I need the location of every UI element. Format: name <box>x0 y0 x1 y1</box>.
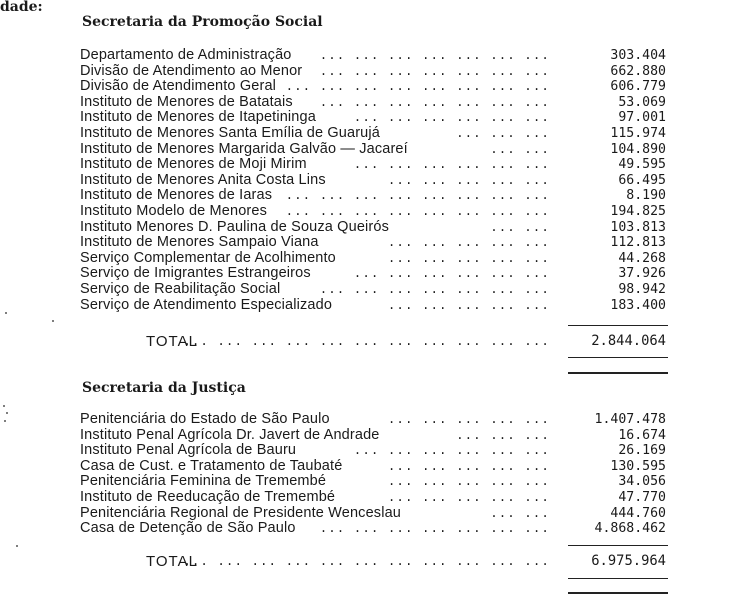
row-label: Serviço de Reabilitação Social <box>80 280 281 297</box>
total-underline-bottom <box>568 592 668 594</box>
row-value: 662.880 <box>610 63 666 79</box>
table-row <box>80 266 670 282</box>
subtotal-rule <box>568 545 668 546</box>
row-value: 130.595 <box>610 458 666 474</box>
row-label: Instituto Penal Agrícola de Bauru <box>80 442 297 459</box>
row-label: Departamento de Administração <box>80 47 292 63</box>
expense-list <box>80 48 670 313</box>
row-value: 104.890 <box>610 141 666 157</box>
row-value: 444.760 <box>610 505 666 521</box>
table-row <box>80 521 670 537</box>
table-row <box>80 64 670 80</box>
scan-speck <box>5 312 7 314</box>
row-label: Penitenciária do Estado de São Paulo <box>80 411 330 427</box>
row-value: 97.001 <box>618 110 666 126</box>
row-leader-dots: ... ... ... ... ... ... ... <box>319 63 550 78</box>
total-value: 6.975.964 <box>591 553 666 569</box>
section-promocao-social <box>80 14 670 384</box>
table-row <box>80 110 670 126</box>
row-label: Serviço de Atendimento Especializado <box>80 296 333 313</box>
table-row <box>80 506 670 522</box>
row-value: 37.926 <box>618 266 666 282</box>
row-leader-dots: ... ... ... ... ... ... <box>353 443 550 458</box>
row-value: 34.056 <box>618 474 666 490</box>
table-row <box>80 459 670 475</box>
table-row <box>80 490 670 506</box>
row-label: Penitenciária Feminina de Tremembé <box>80 473 327 490</box>
page-fragment-text: dade: <box>0 0 43 15</box>
row-value: 115.974 <box>610 125 666 141</box>
table-row <box>80 157 670 173</box>
row-label: Penitenciária Regional de Presidente Wenceslau <box>80 504 401 521</box>
row-value: 8.190 <box>626 188 666 204</box>
row-leader-dots: ... ... ... ... ... <box>388 172 550 187</box>
table-row <box>80 173 670 189</box>
row-leader-dots: ... ... ... ... ... ... ... <box>319 94 550 109</box>
row-leader-dots: ... ... ... ... ... ... <box>353 266 550 281</box>
row-label: Instituto de Menores de Itapetininga <box>80 109 316 126</box>
row-label: Casa de Detenção de São Paulo <box>80 520 296 537</box>
row-label: Instituto de Menores de Iaras <box>80 187 273 204</box>
row-leader-dots: ... ... ... ... ... ... ... <box>319 48 550 62</box>
expense-list <box>80 412 670 537</box>
row-value: 103.813 <box>610 219 666 235</box>
total-label: TOTAL <box>146 333 198 350</box>
row-label: Serviço Complementar de Acolhimento <box>80 249 336 266</box>
table-row <box>80 204 670 220</box>
total-leader-dots: ... ... ... ... ... ... ... ... ... ... ... <box>183 334 550 348</box>
row-value: 112.813 <box>610 235 666 251</box>
row-value: 183.400 <box>610 297 666 313</box>
table-row <box>80 95 670 111</box>
total-leader-dots: ... ... ... ... ... ... ... ... ... ... ... <box>183 554 550 568</box>
row-value: 49.595 <box>618 157 666 173</box>
row-label: Instituto Modelo de Menores <box>80 202 268 219</box>
total-label: TOTAL <box>146 553 198 570</box>
scan-speck <box>52 320 54 322</box>
table-row <box>80 298 670 314</box>
row-value: 194.825 <box>610 203 666 219</box>
table-row <box>80 235 670 251</box>
table-row <box>80 474 670 490</box>
row-value: 44.268 <box>618 250 666 266</box>
row-leader-dots: ... ... ... ... ... <box>388 458 550 473</box>
row-leader-dots: ... ... ... <box>456 125 550 140</box>
row-value: 303.404 <box>610 48 666 63</box>
row-leader-dots: ... ... ... ... ... ... ... ... <box>285 203 550 218</box>
row-leader-dots: ... ... ... ... ... ... ... ... <box>285 188 550 203</box>
table-row <box>80 188 670 204</box>
row-value: 53.069 <box>618 94 666 110</box>
table-row <box>80 48 670 64</box>
row-label: Divisão de Atendimento ao Menor <box>80 62 303 79</box>
section-title: Secretaria da Promoção Social <box>82 14 323 30</box>
row-value: 66.495 <box>618 172 666 188</box>
row-leader-dots: ... ... ... ... ... <box>388 412 550 426</box>
section-justica <box>80 380 670 600</box>
row-leader-dots: ... ... ... ... ... <box>388 297 550 312</box>
row-leader-dots: ... ... ... ... ... ... ... ... <box>285 79 550 94</box>
row-label: Instituto de Menores Santa Emília de Guarujá <box>80 124 380 141</box>
row-leader-dots: ... ... ... ... ... ... ... <box>319 521 550 536</box>
table-row <box>80 282 670 298</box>
row-label: Instituto de Menores Anita Costa Lins <box>80 171 326 188</box>
row-leader-dots: ... ... ... ... ... <box>388 474 550 489</box>
table-row <box>80 220 670 236</box>
table-row <box>80 126 670 142</box>
row-value: 26.169 <box>618 443 666 459</box>
total-underline-bottom <box>568 372 668 374</box>
row-label: Casa de Cust. e Tratamento de Taubaté <box>80 457 343 474</box>
row-label: Instituto de Menores de Moji Mirim <box>80 156 307 173</box>
table-row <box>80 412 670 428</box>
scan-speck <box>16 545 18 547</box>
table-row <box>80 79 670 95</box>
subtotal-rule <box>568 325 668 326</box>
row-label: Instituto de Menores Sampaio Viana <box>80 234 319 251</box>
scan-speck <box>6 412 8 414</box>
row-label: Divisão de Atendimento Geral <box>80 78 277 95</box>
total-underline-top <box>568 578 668 579</box>
row-value: 1.407.478 <box>594 412 666 427</box>
row-leader-dots: ... ... ... ... ... ... ... <box>319 281 550 296</box>
row-leader-dots: ... ... <box>490 219 550 234</box>
row-leader-dots: ... ... ... ... ... <box>388 489 550 504</box>
row-leader-dots: ... ... ... ... ... ... <box>353 110 550 125</box>
row-value: 47.770 <box>618 489 666 505</box>
table-row <box>80 443 670 459</box>
row-label: Instituto Penal Agrícola Dr. Javert de Andrade <box>80 426 380 443</box>
scan-speck <box>3 405 5 407</box>
row-leader-dots: ... ... <box>490 141 550 156</box>
row-leader-dots: ... ... ... ... ... <box>388 235 550 250</box>
row-leader-dots: ... ... <box>490 505 550 520</box>
row-leader-dots: ... ... ... <box>456 427 550 442</box>
row-value: 4.868.462 <box>594 521 666 537</box>
table-row <box>80 251 670 267</box>
row-label: Instituto Menores D. Paulina de Souza Queirós <box>80 218 389 235</box>
row-label: Instituto de Menores Margarida Galvão — Jacareí <box>80 140 408 157</box>
total-value: 2.844.064 <box>591 333 666 349</box>
section-title: Secretaria da Justiça <box>82 380 246 396</box>
row-value: 16.674 <box>618 427 666 443</box>
row-leader-dots: ... ... ... ... ... <box>388 250 550 265</box>
row-label: Instituto de Reeducação de Tremembé <box>80 488 336 505</box>
row-value: 98.942 <box>618 281 666 297</box>
total-row <box>80 554 670 570</box>
table-row <box>80 142 670 158</box>
total-underline-top <box>568 357 668 358</box>
scan-speck <box>4 420 6 422</box>
row-value: 606.779 <box>610 79 666 95</box>
row-label: Serviço de Imigrantes Estrangeiros <box>80 265 311 282</box>
total-row <box>80 334 670 350</box>
row-leader-dots: ... ... ... ... ... ... <box>353 157 550 172</box>
row-label: Instituto de Menores de Batatais <box>80 93 293 110</box>
table-row <box>80 428 670 444</box>
